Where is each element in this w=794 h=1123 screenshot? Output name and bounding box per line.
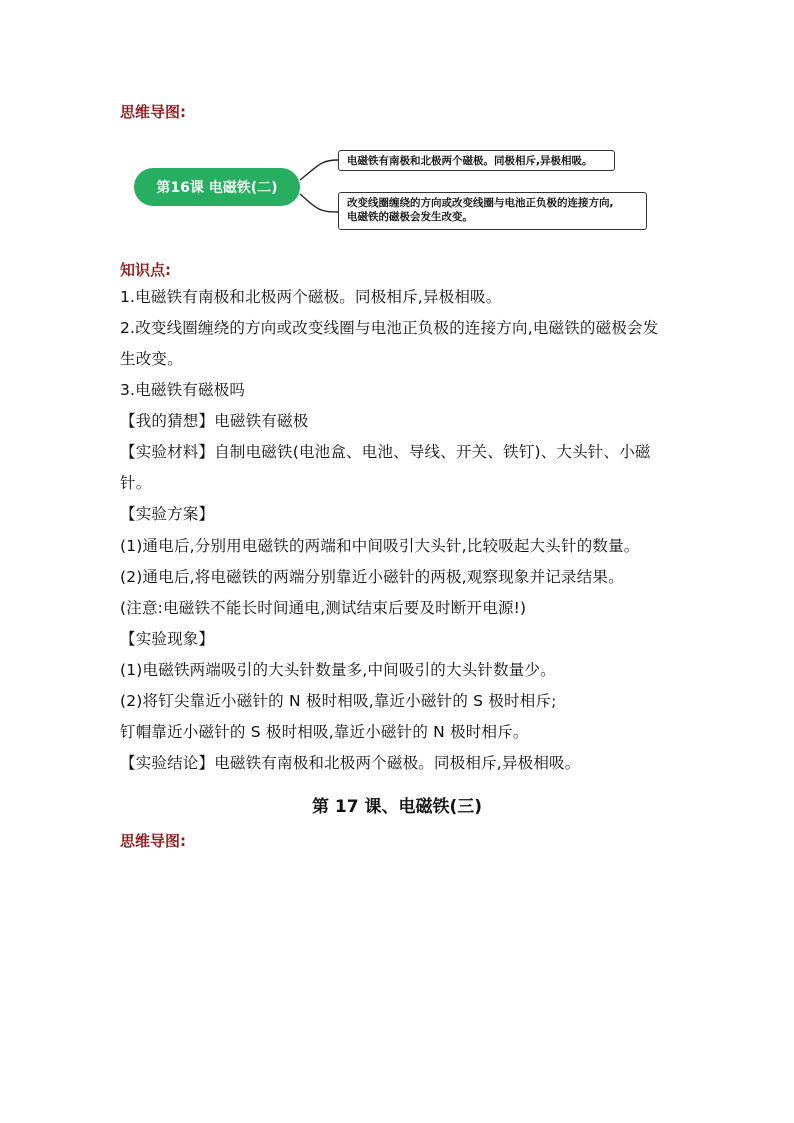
text-line: 【实验现象】 [120,630,215,648]
text-line: (注意:电磁铁不能长时间通电,测试结束后要及时断开电源!) [120,599,527,617]
connector-bottom [300,194,338,212]
text-line: 【我的猜想】电磁铁有磁极 [120,412,309,430]
text-line: 【实验方案】 [120,505,215,523]
text-line: 【实验结论】电磁铁有南极和北极两个磁极。同极相斥,异极相吸。 [120,754,581,772]
mindmap-branch-2 [338,192,647,230]
text-line: 3.电磁铁有磁极吗 [120,381,246,399]
lesson-17-title: 第 17 课、电磁铁(三) [311,797,483,817]
branch-2-line-2: 电磁铁的磁极会发生改变。 [347,211,473,223]
text-line: 1.电磁铁有南极和北极两个磁极。同极相斥,异极相吸。 [120,288,502,306]
text-line: 【实验材料】自制电磁铁(电池盒、电池、导线、开关、铁钉)、大头针、小磁 [120,443,651,461]
text-line: (2)通电后,将电磁铁的两端分别靠近小磁针的两极,观察现象并记录结果。 [120,568,624,586]
text-line: 钉帽靠近小磁针的 S 极时相吸,靠近小磁针的 N 极时相斥。 [120,723,529,741]
mindmap-heading-2: 思维导图: [120,832,186,850]
mindmap-heading: 思维导图: [120,103,186,121]
mindmap-root-node: 第16课 电磁铁(二) [134,168,300,206]
knowledge-heading: 知识点: [120,261,171,279]
mindmap-branch-1 [338,150,615,171]
text-line: 针。 [120,474,152,492]
branch-1-text: 电磁铁有南极和北极两个磁极。同极相斥,异极相吸。 [347,155,593,167]
text-line: 生改变。 [120,350,183,368]
text-line: (1)通电后,分别用电磁铁的两端和中间吸引大头针,比较吸起大头针的数量。 [120,537,640,555]
text-line: (2)将钉尖靠近小磁针的 N 极时相吸,靠近小磁针的 S 极时相斥; [120,692,557,710]
connector-top [300,160,338,180]
branch-2-line-1: 改变线圈缠绕的方向或改变线圈与电池正负极的连接方向, [347,197,614,209]
text-line: 2.改变线圈缠绕的方向或改变线圈与电池正负极的连接方向,电磁铁的磁极会发 [120,319,659,337]
text-line: (1)电磁铁两端吸引的大头针数量多,中间吸引的大头针数量少。 [120,661,556,679]
